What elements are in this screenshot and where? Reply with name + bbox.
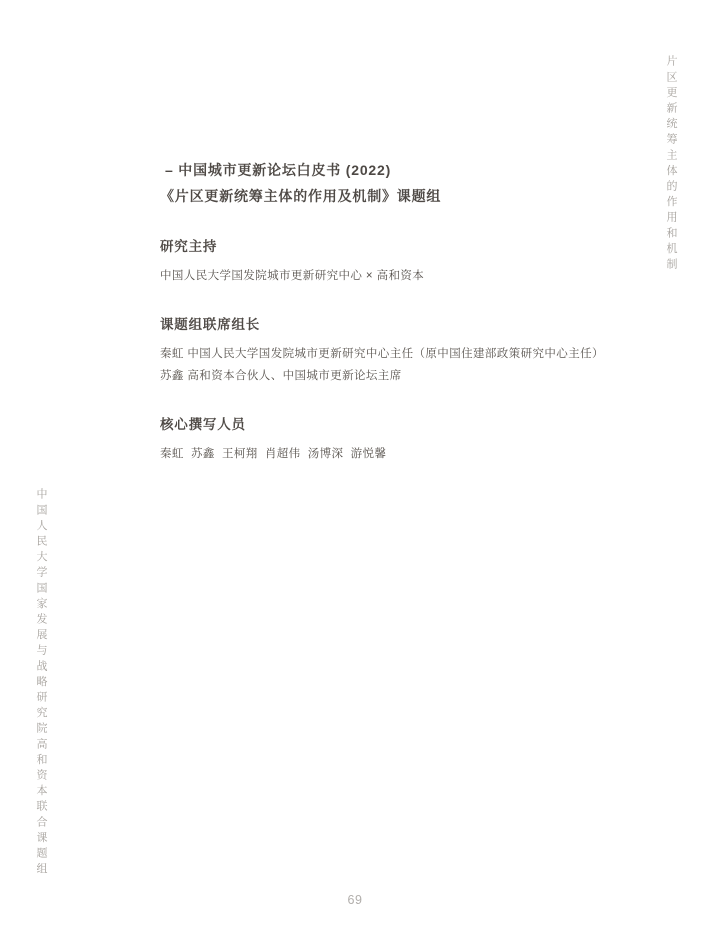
page-number: 69 [347, 893, 363, 907]
section-research-host [160, 231, 630, 287]
core-authors-line: 秦虹 苏鑫 王柯翔 肖超伟 汤博深 游悦馨 [160, 448, 387, 460]
section-co-leaders [160, 309, 630, 387]
chapter-vertical-label: 片区更新统筹主体的作用和机制 [665, 55, 677, 274]
section-heading-research-host: 研究主持 [160, 239, 218, 254]
section-heading-co-leaders: 课题组联席组长 [160, 317, 261, 332]
co-leader-line-qinhong: 秦虹 中国人民大学国发院城市更新研究中心主任（原中国住建部政策研究中心主任） [160, 348, 604, 360]
research-host-line: 中国人民大学国发院城市更新研究中心 × 高和资本 [160, 270, 425, 282]
document-title-line-1: – 中国城市更新论坛白皮书 (2022) [165, 162, 392, 178]
research-group-vertical-label: 中国人民大学国家发展与战略研究院高和资本联合课题组 [35, 488, 47, 878]
section-heading-core-authors: 核心撰写人员 [160, 417, 246, 432]
document-title-line-2: 《片区更新统筹主体的作用及机制》课题组 [160, 188, 442, 204]
section-core-authors [160, 409, 630, 465]
co-leader-line-suxin: 苏鑫 高和资本合伙人、中国城市更新论坛主席 [160, 370, 402, 382]
main-content [160, 157, 630, 465]
